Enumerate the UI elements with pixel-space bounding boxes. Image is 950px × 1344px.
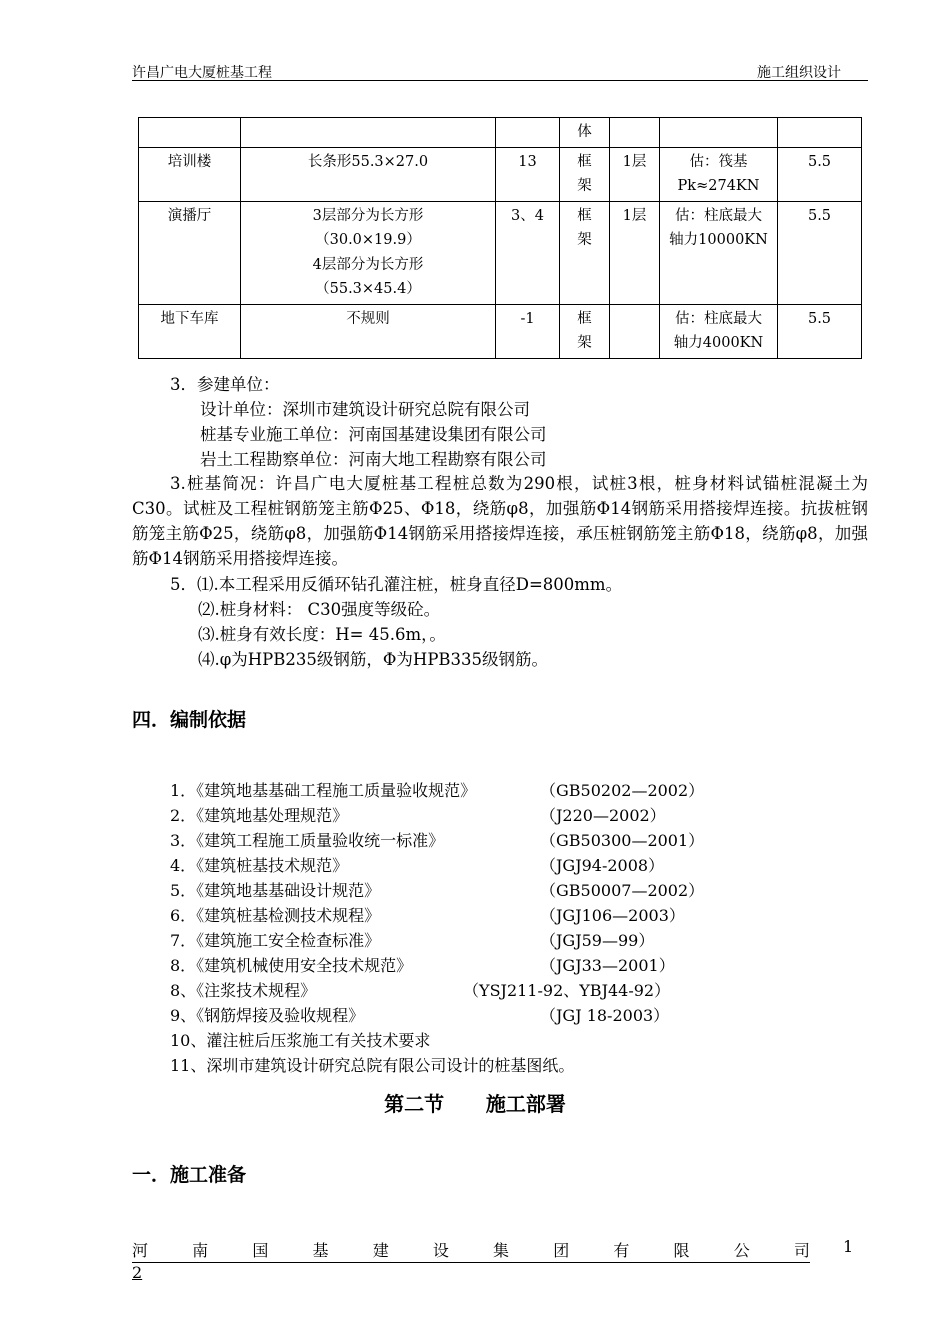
pile-summary-paragraph: 3.桩基简况：许昌广电大厦桩基工程桩总数为290根，试桩3根，桩身材料试锚桩混凝土为C30。试桩及工程桩钢筋笼主筋Φ25、Φ18，绕筋φ8，加强筋Φ14钢筋采用搭接焊连接。抗拔桩钢筋笼主筋Φ25，绕筋φ8，加强筋Φ14钢筋采用搭接焊连接，承压桩钢筋笼主筋Φ18，绕筋φ8，加强筋Φ14钢筋采用搭接焊连接。 xyxy=(132,474,868,568)
reference-code: （GB50300—2001） xyxy=(540,831,705,850)
reference-name: 3．《建筑工程施工质量验收统一标准》 xyxy=(170,831,445,850)
table-cell xyxy=(139,118,241,148)
reference-name: 1．《建筑地基基础工程施工质量验收规范》 xyxy=(170,781,477,800)
reference-name: 8、《注浆技术规程》 xyxy=(170,981,317,1000)
table-cell: 不规则 xyxy=(241,304,496,358)
cell-line: 架 xyxy=(577,178,592,194)
cell-line: （30.0×19.9） xyxy=(315,232,421,248)
table-cell: 演播厅 xyxy=(139,201,241,304)
section-heading: 四．编制依据 xyxy=(132,709,247,731)
header-right: 施工组织设计 xyxy=(757,65,841,81)
reference-code: （YSJ211-92、YBJ44-92） xyxy=(463,981,671,1000)
footer-char: 南 xyxy=(192,1241,209,1260)
table-cell xyxy=(610,118,660,148)
table-cell: 体 xyxy=(560,118,610,148)
footer-char: 设 xyxy=(432,1241,449,1260)
cell-line: Pk≈274KN xyxy=(677,178,760,194)
table-row xyxy=(139,304,862,358)
footer-char: 公 xyxy=(733,1241,750,1260)
participant-line: 设计单位：深圳市建筑设计研究总院有限公司 xyxy=(200,400,530,419)
page-number-suffix: 2 xyxy=(132,1263,143,1282)
reference-name: 7．《建筑施工安全检查标准》 xyxy=(170,931,381,950)
reference-code: （GB50007—2002） xyxy=(540,881,705,900)
table-cell xyxy=(660,147,778,201)
cell-line: 轴力4000KN xyxy=(673,335,764,351)
cell-line: 3层部分为长方形 xyxy=(312,207,424,224)
item5-line: 5．⑴.本工程采用反循环钻孔灌注桩，桩身直径D=800mm。 xyxy=(170,575,623,594)
footer-char: 基 xyxy=(312,1241,329,1260)
cell-line: 估：筏基 xyxy=(689,153,748,170)
reference-name: 5．《建筑地基基础设计规范》 xyxy=(170,881,381,900)
cell-line: 估：柱底最大 xyxy=(675,207,762,224)
reference-code: （JGJ94-2008） xyxy=(540,856,665,875)
table-cell xyxy=(241,118,496,148)
footer-char: 国 xyxy=(252,1241,269,1260)
section-title: 第二节 施工部署 xyxy=(384,1092,566,1116)
cell-line: 框 xyxy=(577,310,592,327)
table-cell: 1层 xyxy=(610,147,660,201)
table-cell xyxy=(660,201,778,304)
table-cell: 长条形55.3×27.0 xyxy=(241,147,496,201)
cell-line: 架 xyxy=(577,232,592,248)
reference-code: （JGJ59—99） xyxy=(540,931,655,950)
footer-char: 河 xyxy=(132,1241,149,1260)
footer-char: 司 xyxy=(793,1241,810,1260)
reference-name: 6．《建筑桩基检测技术规程》 xyxy=(170,906,381,925)
table-cell xyxy=(778,118,862,148)
reference-code: （JGJ106—2003） xyxy=(540,906,685,925)
cell-line: 框 xyxy=(577,153,592,170)
footer-char: 建 xyxy=(372,1241,389,1260)
header-divider xyxy=(132,80,868,81)
cell-line: 架 xyxy=(577,335,592,351)
cell-line: 估：柱底最大 xyxy=(675,310,762,327)
item5-line: ⑷.φ为HPB235级钢筋，Φ为HPB335级钢筋。 xyxy=(198,650,549,669)
table-row xyxy=(139,118,862,148)
table-cell xyxy=(241,201,496,304)
reference-name: 2．《建筑地基处理规范》 xyxy=(170,806,349,825)
cell-line: 轴力10000KN xyxy=(669,232,768,248)
reference-code: （JGJ33—2001） xyxy=(540,956,675,975)
table-cell xyxy=(560,304,610,358)
table-cell xyxy=(560,201,610,304)
participants-title: 3．参建单位： xyxy=(170,375,280,394)
table-cell: 培训楼 xyxy=(139,147,241,201)
table-cell: 5.5 xyxy=(778,147,862,201)
reference-code: （GB50202—2002） xyxy=(540,781,705,800)
reference-name: 4．《建筑桩基技术规范》 xyxy=(170,856,349,875)
section-heading: 一．施工准备 xyxy=(132,1164,247,1186)
reference-name: 9、《钢筋焊接及验收规程》 xyxy=(170,1006,365,1025)
item5-line: ⑶.桩身有效长度：H= 45.6m，。 xyxy=(198,625,446,644)
table-row xyxy=(139,201,862,304)
footer-char: 限 xyxy=(673,1241,690,1260)
footer-char: 团 xyxy=(553,1241,570,1260)
table-row xyxy=(139,147,862,201)
reference-name: 8．《建筑机械使用安全技术规范》 xyxy=(170,956,413,975)
header-left: 许昌广电大厦桩基工程 xyxy=(132,65,272,81)
reference-name: 11、深圳市建筑设计研究总院有限公司设计的桩基图纸。 xyxy=(170,1056,575,1075)
cell-line: （55.3×45.4） xyxy=(315,281,421,297)
item5-line: ⑵.桩身材料： C30强度等级砼。 xyxy=(198,600,441,619)
reference-code: （J220—2002） xyxy=(540,806,666,825)
cell-line: 框 xyxy=(577,207,592,224)
table-cell: -1 xyxy=(496,304,560,358)
footer-char: 有 xyxy=(613,1241,630,1260)
table-cell: 地下车库 xyxy=(139,304,241,358)
reference-name: 10、灌注桩后压浆施工有关技术要求 xyxy=(170,1031,431,1050)
footer-char: 集 xyxy=(493,1241,510,1260)
building-spec-table xyxy=(138,117,862,359)
table-cell: 3、4 xyxy=(496,201,560,304)
table-cell: 13 xyxy=(496,147,560,201)
table-cell xyxy=(660,118,778,148)
page-number: 1 xyxy=(843,1237,854,1256)
table-cell: 5.5 xyxy=(778,304,862,358)
cell-line: 4层部分为长方形 xyxy=(312,256,424,273)
footer-company xyxy=(132,1240,810,1263)
participant-line: 岩土工程勘察单位：河南大地工程勘察有限公司 xyxy=(200,450,547,469)
table-cell: 1层 xyxy=(610,201,660,304)
table-cell xyxy=(560,147,610,201)
table-cell xyxy=(610,304,660,358)
reference-code: （JGJ 18-2003） xyxy=(540,1006,670,1025)
table-cell xyxy=(660,304,778,358)
table-cell xyxy=(496,118,560,148)
participant-line: 桩基专业施工单位：河南国基建设集团有限公司 xyxy=(200,425,547,444)
table-cell: 5.5 xyxy=(778,201,862,304)
